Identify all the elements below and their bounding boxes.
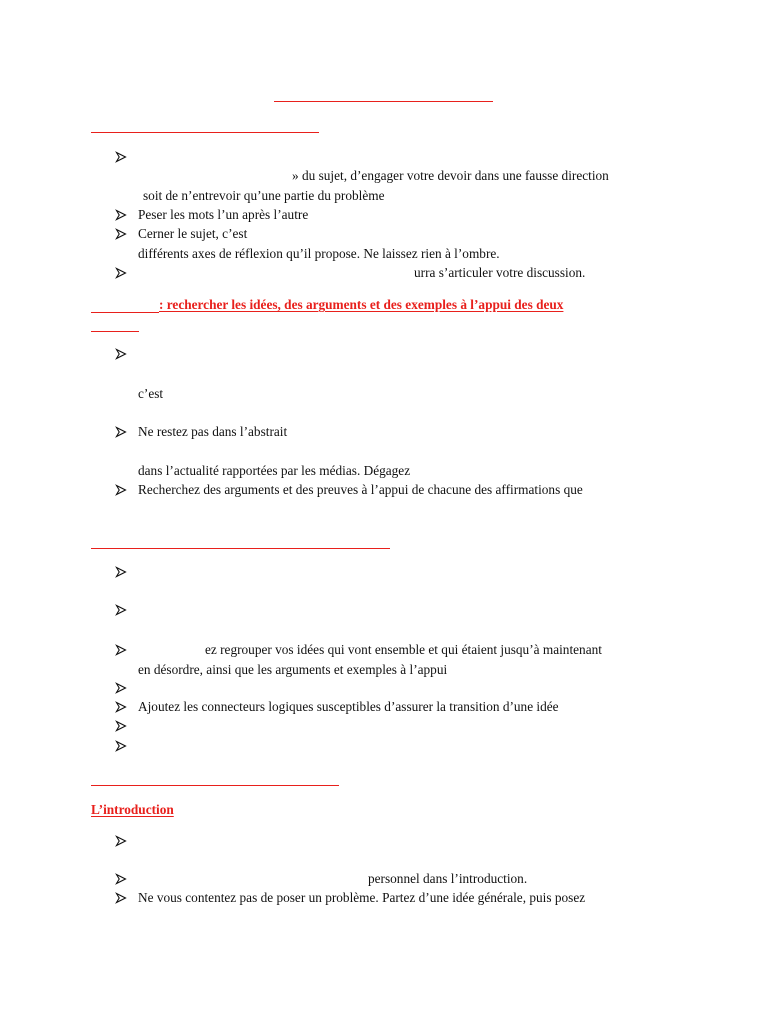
body-text: c’est (138, 386, 164, 401)
arrowhead-bullet-icon (115, 682, 127, 694)
title-rule (274, 101, 493, 102)
section-2-heading-rule-continued (91, 331, 139, 332)
arrowhead-bullet-icon (115, 892, 127, 904)
body-text: Recherchez des arguments et des preuves à l’appui de chacune des affirmations que (138, 482, 583, 497)
introduction-heading: L’introduction (91, 802, 174, 817)
body-text: Cerner le sujet, c’est (138, 226, 248, 241)
arrowhead-bullet-icon (115, 835, 127, 847)
arrowhead-bullet-icon (115, 151, 127, 163)
section-2-heading-rule (91, 312, 159, 313)
section-1-heading-rule (91, 132, 319, 133)
body-text: » du sujet, d’engager votre devoir dans une fausse direction (292, 168, 609, 183)
body-text: Ajoutez les connecteurs logiques susceptibles d’assurer la transition d’une idée (138, 699, 559, 714)
arrowhead-bullet-icon (115, 740, 127, 752)
arrowhead-bullet-icon (115, 720, 127, 732)
body-text: Ne restez pas dans l’abstrait (138, 424, 288, 439)
arrowhead-bullet-icon (115, 228, 127, 240)
arrowhead-bullet-icon (115, 484, 127, 496)
arrowhead-bullet-icon (115, 566, 127, 578)
arrowhead-bullet-icon (115, 873, 127, 885)
section-3-heading-rule (91, 548, 390, 549)
arrowhead-bullet-icon (115, 604, 127, 616)
arrowhead-bullet-icon (115, 348, 127, 360)
section-4-heading-rule (91, 785, 339, 786)
arrowhead-bullet-icon (115, 209, 127, 221)
body-text: soit de n’entrevoir qu’une partie du problème (143, 188, 385, 203)
section-2-heading: : rechercher les idées, des arguments et des exemples à l’appui des deux (159, 297, 564, 312)
body-text: Ne vous contentez pas de poser un problème. Partez d’une idée générale, puis posez (138, 890, 586, 905)
body-text: urra s’articuler votre discussion. (414, 265, 586, 280)
arrowhead-bullet-icon (115, 644, 127, 656)
body-text: dans l’actualité rapportées par les médias. Dégagez (138, 463, 411, 478)
arrowhead-bullet-icon (115, 701, 127, 713)
body-text: ez regrouper vos idées qui vont ensemble et qui étaient jusqu’à maintenant (205, 642, 602, 657)
arrowhead-bullet-icon (115, 267, 127, 279)
arrowhead-bullet-icon (115, 426, 127, 438)
body-text: Peser les mots l’un après l’autre (138, 207, 309, 222)
body-text: en désordre, ainsi que les arguments et exemples à l’appui (138, 662, 448, 677)
body-text: personnel dans l’introduction. (368, 871, 528, 886)
body-text: différents axes de réflexion qu’il propose. Ne laissez rien à l’ombre. (138, 246, 500, 261)
